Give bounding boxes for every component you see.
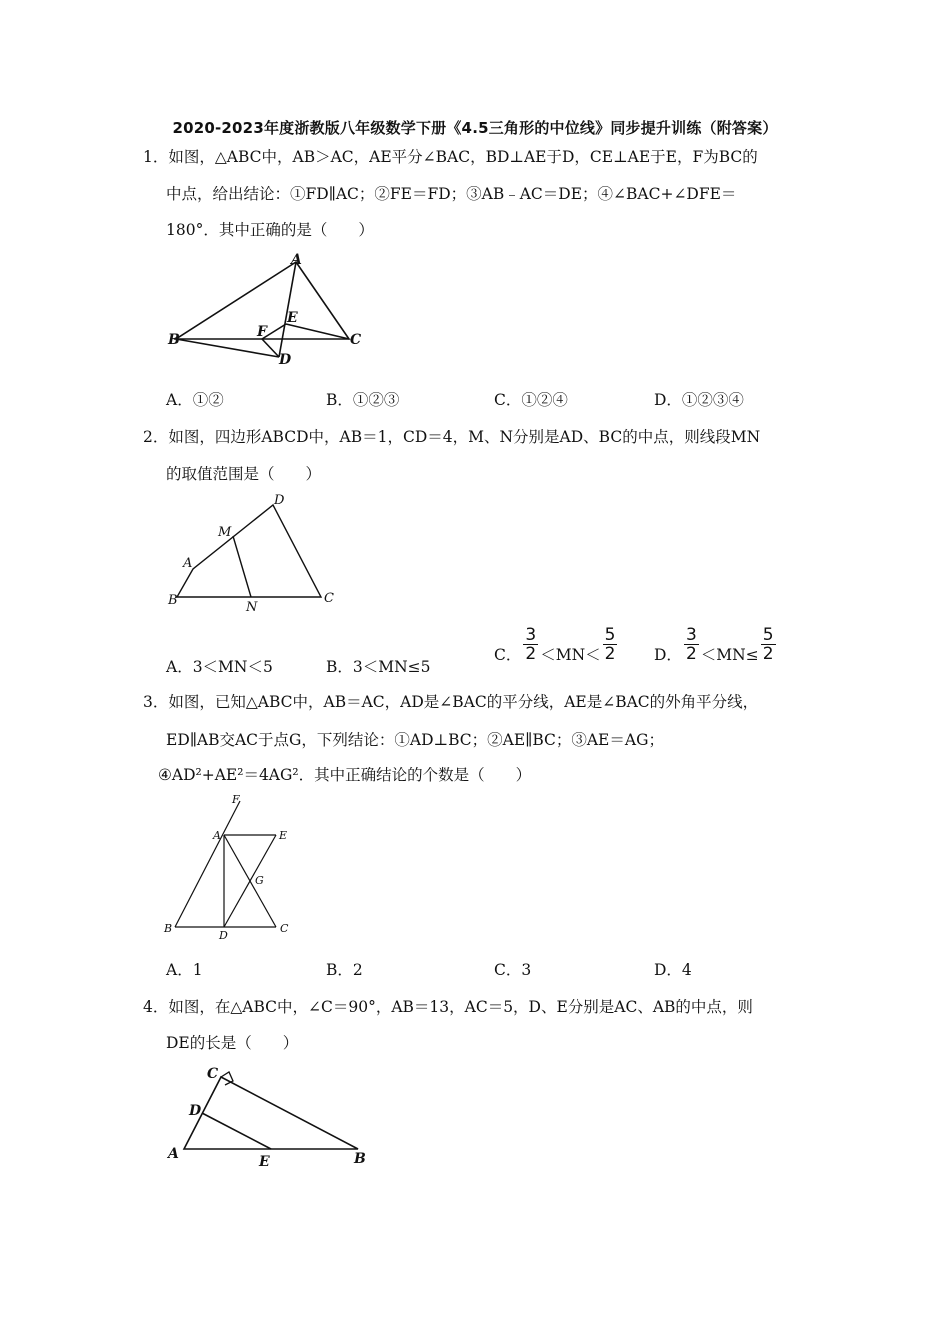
q1-label-e: E (287, 310, 298, 326)
q2-option-c[interactable] (494, 626, 619, 663)
q4-text-line2: DE的长是（ ） (166, 1034, 299, 1052)
q3-text-line1: 3．如图，已知△ABC中，AB＝AC，AD是∠BAC的平分线，AE是∠BAC的外角平分线， (143, 693, 759, 711)
q1-text-line2: 中点，给出结论：①FD∥AC；②FE＝FD；③AB﹣AC＝DE；④∠BAC+∠DFE＝ (166, 185, 737, 203)
q2-option-b[interactable]: B．3＜MN≤5 (326, 658, 431, 676)
q4-label-c: C (207, 1066, 219, 1082)
q1-label-a: A (291, 252, 302, 268)
q2-option-a[interactable]: A．3＜MN＜5 (166, 658, 273, 676)
q2-option-c-prefix: C． (494, 645, 522, 664)
q4-label-e: E (259, 1154, 270, 1170)
q3-label-e: E (279, 829, 288, 842)
q2-text-line2: 的取值范围是（ ） (166, 465, 322, 483)
q1-text-line1: 1．如图，△ABC中，AB＞AC，AE平分∠BAC，BD⊥AE于D，CE⊥AE于E，F为BC的 (143, 148, 758, 166)
q2-option-c-frac-low: $\frac{3}{2}$ (525, 625, 537, 664)
q2-figure (160, 488, 345, 613)
q3-option-a[interactable]: A．1 (166, 961, 203, 979)
q3-label-d: D (219, 929, 228, 942)
q2-option-d-mid: ＜MN≤ (700, 645, 759, 664)
q3-label-b: B (164, 922, 173, 935)
q1-option-b[interactable]: B．①②③ (326, 391, 400, 409)
q2-option-d-prefix: D． (654, 645, 682, 664)
q3-text-line2: ED∥AB交AC于点G，下列结论：①AD⊥BC；②AE∥BC；③AE＝AG； (166, 731, 664, 749)
q2-label-d: D (274, 493, 285, 508)
q2-option-d[interactable] (654, 626, 778, 663)
q1-option-c[interactable]: C．①②④ (494, 391, 568, 409)
q2-option-c-frac-high: $\frac{5}{2}$ (604, 625, 616, 664)
q4-label-d: D (189, 1103, 202, 1119)
page-title: 2020-2023年度浙教版八年级数学下册《4.5三角形的中位线》同步提升训练（附答案） (172, 119, 778, 137)
q4-text-line1: 4．如图，在△ABC中，∠C＝90°，AB＝13，AC＝5，D、E分别是AC、AB的中点，则 (143, 998, 753, 1016)
q1-figure (160, 248, 375, 373)
q1-label-f: F (257, 324, 267, 340)
q1-label-d: D (279, 352, 292, 368)
q2-option-c-mid: ＜MN＜ (540, 645, 601, 664)
q2-label-n: N (246, 600, 258, 613)
q3-figure (158, 790, 308, 945)
q3-label-g: G (255, 874, 264, 887)
q2-option-d-frac-high: $\frac{5}{2}$ (762, 625, 774, 664)
q2-text-line1: 2．如图，四边形ABCD中，AB＝1，CD＝4，M、N分别是AD、BC的中点，则线段MN (143, 428, 761, 446)
q4-label-a: A (168, 1146, 179, 1162)
q2-label-a: A (183, 556, 193, 571)
q3-label-f: F (232, 793, 240, 806)
q3-option-b[interactable]: B．2 (326, 961, 363, 979)
q3-label-c: C (280, 922, 289, 935)
q2-label-b: B (168, 593, 178, 608)
q1-option-a[interactable]: A．①② (166, 391, 224, 409)
q1-label-c: C (350, 332, 362, 348)
q3-label-a: A (213, 829, 221, 842)
q1-label-b: B (168, 332, 180, 348)
q3-text-line3: ④AD²+AE²＝4AG²．其中正确结论的个数是（ ） (158, 766, 532, 784)
q3-option-c[interactable]: C．3 (494, 961, 532, 979)
q4-label-b: B (354, 1151, 366, 1167)
q1-text-line3: 180°．其中正确的是（ ） (166, 221, 374, 239)
q2-label-c: C (324, 591, 334, 606)
q4-figure (160, 1060, 375, 1175)
q2-option-d-frac-low: $\frac{3}{2}$ (685, 625, 697, 664)
q2-label-m: M (218, 525, 232, 540)
q3-option-d[interactable]: D．4 (654, 961, 692, 979)
q1-option-d[interactable]: D．①②③④ (654, 391, 744, 409)
